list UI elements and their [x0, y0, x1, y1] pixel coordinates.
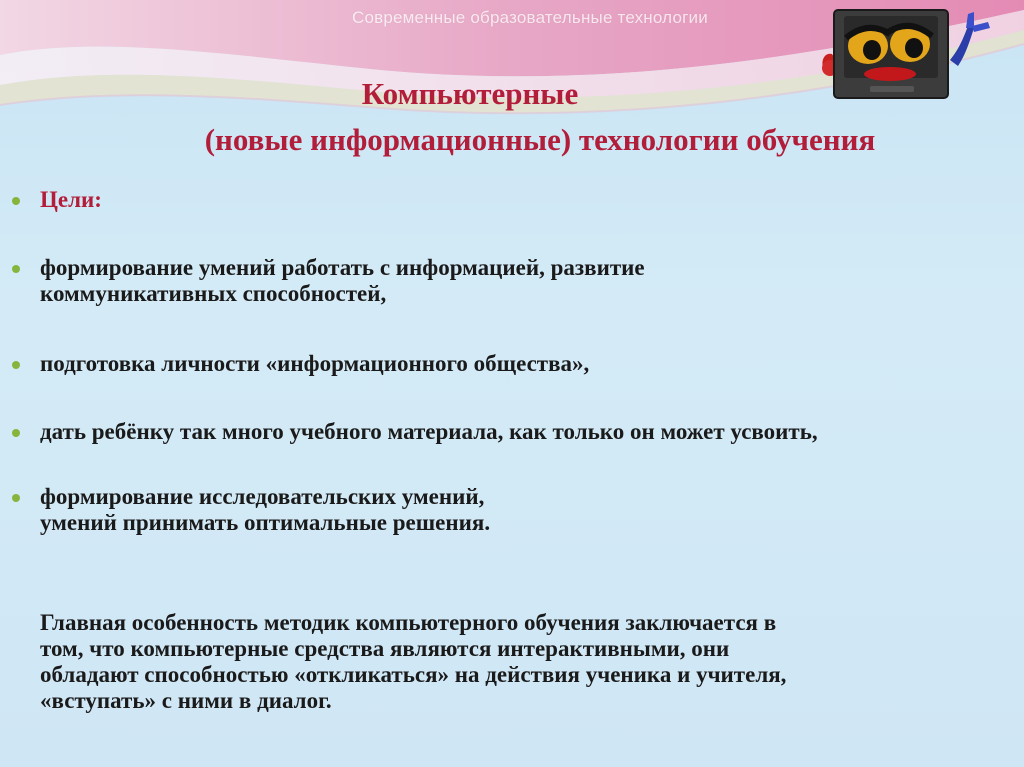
bullet-dot-icon: [12, 429, 20, 437]
bullet-text: подготовка личности «информационного общества»,: [40, 351, 590, 376]
goals-label: Цели:: [40, 187, 102, 212]
slide-title-line-2: (новые информационные) технологии обучения: [204, 122, 876, 157]
bullet-text: дать ребёнку так много учебного материала, как только он может усвоить,: [40, 419, 818, 444]
header-caption: Современные образовательные технологии: [352, 8, 708, 27]
main-paragraph: Главная особенность методик компьютерного обучения заключается в том, что компьютерные средства являются интерактивными, они обладают способностью «откликаться» на действия ученика и учителя, «вступать» с ними в диалог.: [40, 610, 787, 713]
slide-title-line-1: Компьютерные: [361, 76, 579, 111]
bullet-dot-icon: [12, 361, 20, 369]
bullet-dot-icon: [12, 197, 20, 205]
computer-monitor-character-icon: [818, 8, 994, 104]
bullet-text: формирование исследовательских умений, умений принимать оптимальные решения.: [40, 484, 491, 535]
bullet-dot-icon: [12, 265, 20, 273]
bullet-dot-icon: [12, 494, 20, 502]
bullet-text: формирование умений работать с информацией, развитие коммуникативных способностей,: [40, 255, 645, 306]
